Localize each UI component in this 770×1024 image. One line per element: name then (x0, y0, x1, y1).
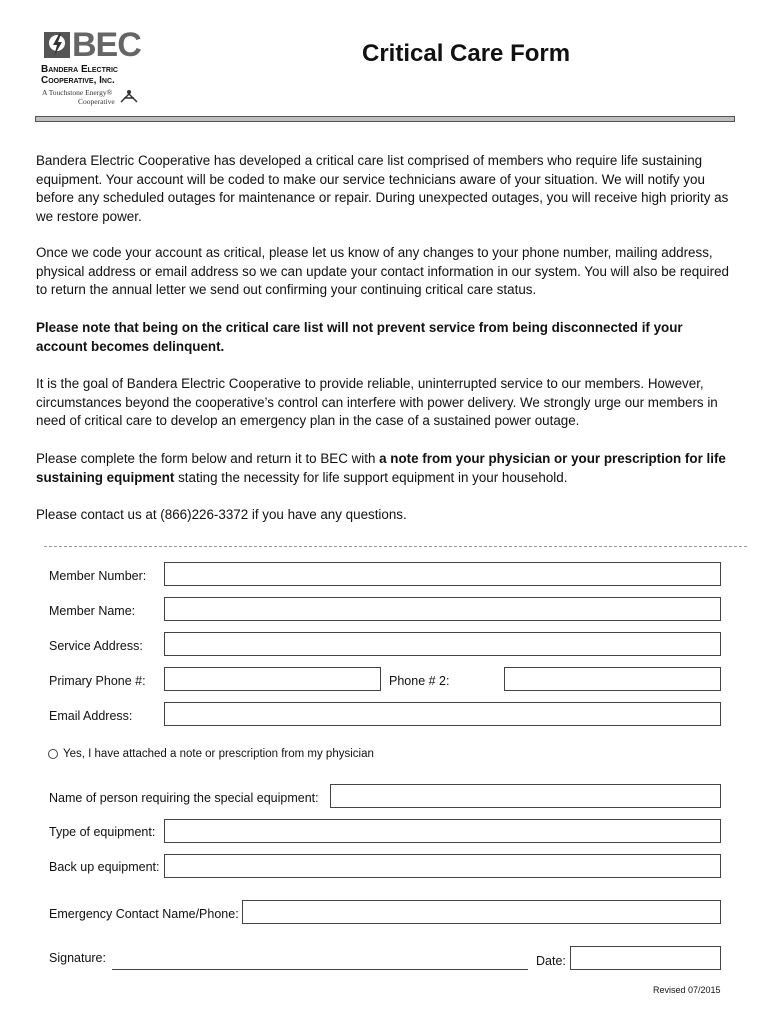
cut-line (44, 546, 747, 547)
phone2-label: Phone # 2: (389, 674, 450, 688)
logo-tagline: A Touchstone Energy® (42, 88, 113, 97)
email-label: Email Address: (49, 709, 133, 723)
person-label: Name of person requiring the special equipment: (49, 791, 319, 805)
emergency-contact-label: Emergency Contact Name/Phone: (49, 907, 239, 921)
bec-logo (40, 26, 150, 110)
signature-label: Signature: (49, 951, 106, 965)
update-info-paragraph: Once we code your account as critical, please let us know of any changes to your phone number, mailing address, physical address or email address so we can update your contact information in our system. You will also be required to return the annual letter we send out confirming your continuing critical care status. (36, 245, 729, 298)
logo-company-name: Bandera Electric Cooperative, Inc. (41, 64, 118, 86)
date-field[interactable] (570, 946, 721, 970)
contact-paragraph: Please contact us at (866)226-3372 if you have any questions. (36, 507, 407, 522)
member-name-label: Member Name: (49, 604, 136, 618)
primary-phone-field[interactable] (164, 667, 381, 691)
header-divider (35, 116, 735, 122)
emergency-contact-field[interactable] (242, 900, 721, 924)
person-field[interactable] (330, 784, 721, 808)
member-number-label: Member Number: (49, 569, 147, 583)
delinquent-notice: Please note that being on the critical care list will not prevent service from being disconnected if your account becomes delinquent. (36, 320, 683, 354)
lightning-globe-icon (44, 30, 72, 60)
goal-paragraph: It is the goal of Bandera Electric Cooperative to provide reliable, uninterrupted service to our members. However, circumstances beyond the cooperative’s control can interfere with power delivery. We strongly urge our members in need of critical care to develop an emergency plan in the case of a sustained power outage. (36, 376, 718, 429)
date-label: Date: (536, 954, 566, 968)
logo-tagline-2: Cooperative (78, 97, 115, 106)
service-address-label: Service Address: (49, 639, 143, 653)
touchstone-icon (118, 88, 140, 104)
equipment-type-label: Type of equipment: (49, 825, 156, 839)
service-address-field[interactable] (164, 632, 721, 656)
logo-abbr: BEC (72, 26, 141, 64)
intro-paragraph: Bandera Electric Cooperative has developed a critical care list comprised of members who require life sustaining equipment. Your account will be coded to make our service technicians aware of your situation. We will notify you before any scheduled outages for maintenance or repair. During unexpected outages, you will receive high priority as we restore power. (36, 153, 729, 224)
instructions-paragraph: Please complete the form below and return it to BEC with a note from your physician or your prescription for life sustaining equipment stating the necessity for life support equipment in your household. (36, 451, 726, 485)
email-field[interactable] (164, 702, 721, 726)
backup-equipment-label: Back up equipment: (49, 860, 160, 874)
revision-note: Revised 07/2015 (653, 985, 721, 995)
physician-note-radio[interactable] (48, 749, 58, 759)
phone2-field[interactable] (504, 667, 721, 691)
backup-equipment-field[interactable] (164, 854, 721, 878)
equipment-type-field[interactable] (164, 819, 721, 843)
signature-line[interactable] (112, 969, 528, 970)
member-name-field[interactable] (164, 597, 721, 621)
page-title: Critical Care Form (362, 40, 571, 67)
primary-phone-label: Primary Phone #: (49, 674, 146, 688)
member-number-field[interactable] (164, 562, 721, 586)
physician-note-label: Yes, I have attached a note or prescription from my physician (63, 748, 374, 760)
